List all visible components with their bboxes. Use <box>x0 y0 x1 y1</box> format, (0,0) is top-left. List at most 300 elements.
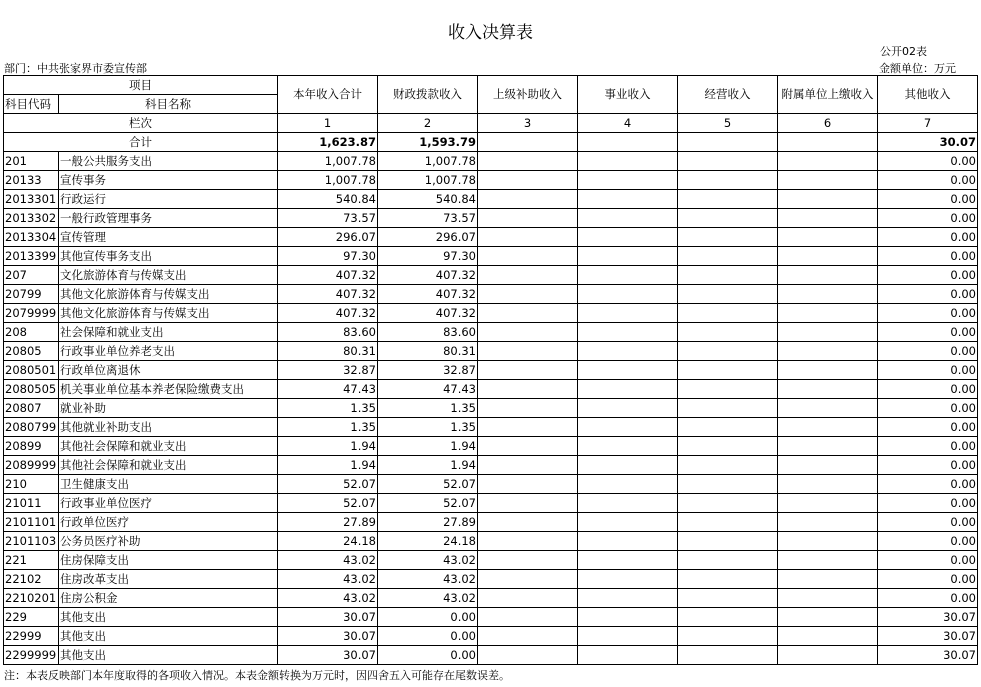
row-code: 20805 <box>4 342 59 361</box>
header-col2: 财政拨款收入 <box>378 76 478 114</box>
row-v7: 30.07 <box>878 646 978 665</box>
row-v1: 1.35 <box>278 418 378 437</box>
row-name: 其他支出 <box>59 608 278 627</box>
row-v5 <box>678 342 778 361</box>
row-code: 2210201 <box>4 589 59 608</box>
row-v2: 47.43 <box>378 380 478 399</box>
row-name: 宣传事务 <box>59 171 278 190</box>
col-number: 5 <box>678 114 778 133</box>
row-v6 <box>778 608 878 627</box>
table-row <box>4 190 978 209</box>
total-v5 <box>678 133 778 152</box>
row-v2: 43.02 <box>378 551 478 570</box>
row-v4 <box>578 456 678 475</box>
row-v2: 73.57 <box>378 209 478 228</box>
row-v4 <box>578 475 678 494</box>
row-v1: 43.02 <box>278 551 378 570</box>
row-v3 <box>478 399 578 418</box>
row-v7: 0.00 <box>878 323 978 342</box>
total-v3 <box>478 133 578 152</box>
row-v5 <box>678 323 778 342</box>
row-v6 <box>778 532 878 551</box>
row-v3 <box>478 228 578 247</box>
row-v7: 0.00 <box>878 380 978 399</box>
row-code: 20807 <box>4 399 59 418</box>
row-v5 <box>678 418 778 437</box>
row-v6 <box>778 475 878 494</box>
row-code: 22999 <box>4 627 59 646</box>
row-v4 <box>578 266 678 285</box>
total-v2: 1,593.79 <box>378 133 478 152</box>
row-v5 <box>678 266 778 285</box>
row-v4 <box>578 551 678 570</box>
table-row <box>4 494 978 513</box>
row-code: 201 <box>4 152 59 171</box>
row-v5 <box>678 608 778 627</box>
row-v4 <box>578 399 678 418</box>
row-v5 <box>678 551 778 570</box>
row-name: 社会保障和就业支出 <box>59 323 278 342</box>
row-v4 <box>578 494 678 513</box>
row-v6 <box>778 418 878 437</box>
row-v3 <box>478 570 578 589</box>
row-code: 2080501 <box>4 361 59 380</box>
row-v7: 0.00 <box>878 456 978 475</box>
row-v5 <box>678 475 778 494</box>
total-v7: 30.07 <box>878 133 978 152</box>
row-name: 文化旅游体育与传媒支出 <box>59 266 278 285</box>
row-v5 <box>678 437 778 456</box>
table-row <box>4 475 978 494</box>
table-row <box>4 361 978 380</box>
table-row <box>4 266 978 285</box>
row-v1: 30.07 <box>278 627 378 646</box>
amount-unit: 金额单位：万元 <box>879 62 956 75</box>
row-v2: 407.32 <box>378 266 478 285</box>
row-v3 <box>478 418 578 437</box>
row-v6 <box>778 266 878 285</box>
row-name: 住房保障支出 <box>59 551 278 570</box>
row-v4 <box>578 589 678 608</box>
row-v3 <box>478 494 578 513</box>
row-v1: 30.07 <box>278 608 378 627</box>
row-name: 行政事业单位医疗 <box>59 494 278 513</box>
row-name: 其他支出 <box>59 627 278 646</box>
row-name: 行政运行 <box>59 190 278 209</box>
total-v6 <box>778 133 878 152</box>
form-number: 公开02表 <box>880 45 927 58</box>
row-v5 <box>678 190 778 209</box>
row-v4 <box>578 437 678 456</box>
row-v6 <box>778 551 878 570</box>
row-v4 <box>578 247 678 266</box>
row-code: 20799 <box>4 285 59 304</box>
table-row <box>4 342 978 361</box>
row-name: 一般行政管理事务 <box>59 209 278 228</box>
row-v6 <box>778 494 878 513</box>
row-v7: 0.00 <box>878 209 978 228</box>
row-v7: 0.00 <box>878 228 978 247</box>
row-v7: 0.00 <box>878 418 978 437</box>
row-v5 <box>678 399 778 418</box>
row-v5 <box>678 304 778 323</box>
row-v3 <box>478 190 578 209</box>
row-v5 <box>678 627 778 646</box>
row-v6 <box>778 323 878 342</box>
row-v1: 83.60 <box>278 323 378 342</box>
table-row <box>4 608 978 627</box>
row-v1: 24.18 <box>278 532 378 551</box>
row-name: 行政事业单位养老支出 <box>59 342 278 361</box>
row-v1: 27.89 <box>278 513 378 532</box>
row-v1: 43.02 <box>278 589 378 608</box>
row-v1: 1.35 <box>278 399 378 418</box>
department-label: 部门：中共张家界市委宣传部 <box>4 62 147 75</box>
table-row <box>4 399 978 418</box>
row-v2: 1.35 <box>378 399 478 418</box>
row-v7: 0.00 <box>878 247 978 266</box>
row-name: 其他社会保障和就业支出 <box>59 456 278 475</box>
table-row <box>4 247 978 266</box>
row-v5 <box>678 209 778 228</box>
row-v3 <box>478 513 578 532</box>
row-v5 <box>678 361 778 380</box>
row-v3 <box>478 266 578 285</box>
total-label: 合计 <box>4 133 278 152</box>
row-v1: 97.30 <box>278 247 378 266</box>
row-v4 <box>578 627 678 646</box>
row-v1: 1,007.78 <box>278 152 378 171</box>
row-v1: 73.57 <box>278 209 378 228</box>
row-name: 公务员医疗补助 <box>59 532 278 551</box>
row-v3 <box>478 152 578 171</box>
row-v4 <box>578 323 678 342</box>
row-name: 其他文化旅游体育与传媒支出 <box>59 285 278 304</box>
table-row <box>4 152 978 171</box>
row-v5 <box>678 228 778 247</box>
row-v1: 52.07 <box>278 475 378 494</box>
row-v1: 407.32 <box>278 266 378 285</box>
row-v2: 1,007.78 <box>378 171 478 190</box>
row-name: 住房公积金 <box>59 589 278 608</box>
row-code: 2101101 <box>4 513 59 532</box>
row-v4 <box>578 380 678 399</box>
table-row <box>4 456 978 475</box>
row-v4 <box>578 513 678 532</box>
row-v7: 0.00 <box>878 171 978 190</box>
row-v3 <box>478 646 578 665</box>
row-v4 <box>578 342 678 361</box>
header-item: 项目 <box>4 76 278 95</box>
row-v6 <box>778 646 878 665</box>
row-v7: 0.00 <box>878 570 978 589</box>
row-v2: 27.89 <box>378 513 478 532</box>
table-row <box>4 209 978 228</box>
row-v2: 32.87 <box>378 361 478 380</box>
row-v6 <box>778 209 878 228</box>
table-row <box>4 418 978 437</box>
row-v7: 0.00 <box>878 342 978 361</box>
row-v2: 80.31 <box>378 342 478 361</box>
row-v2: 52.07 <box>378 475 478 494</box>
row-v1: 1.94 <box>278 437 378 456</box>
row-v6 <box>778 589 878 608</box>
row-v7: 0.00 <box>878 266 978 285</box>
row-v6 <box>778 171 878 190</box>
row-v1: 30.07 <box>278 646 378 665</box>
row-name: 就业补助 <box>59 399 278 418</box>
row-name: 一般公共服务支出 <box>59 152 278 171</box>
row-v7: 0.00 <box>878 285 978 304</box>
row-v4 <box>578 361 678 380</box>
row-v7: 0.00 <box>878 513 978 532</box>
row-v2: 296.07 <box>378 228 478 247</box>
row-v2: 1.35 <box>378 418 478 437</box>
row-v4 <box>578 418 678 437</box>
row-v5 <box>678 532 778 551</box>
row-v5 <box>678 152 778 171</box>
row-v1: 540.84 <box>278 190 378 209</box>
row-v5 <box>678 456 778 475</box>
row-v4 <box>578 152 678 171</box>
row-code: 2299999 <box>4 646 59 665</box>
row-v2: 52.07 <box>378 494 478 513</box>
table-row <box>4 646 978 665</box>
row-code: 2013399 <box>4 247 59 266</box>
col-number: 4 <box>578 114 678 133</box>
table-row <box>4 437 978 456</box>
row-v2: 83.60 <box>378 323 478 342</box>
row-v3 <box>478 380 578 399</box>
row-name: 卫生健康支出 <box>59 475 278 494</box>
row-v2: 24.18 <box>378 532 478 551</box>
col-number: 2 <box>378 114 478 133</box>
row-v2: 1,007.78 <box>378 152 478 171</box>
table-row <box>4 570 978 589</box>
row-v4 <box>578 285 678 304</box>
col-number: 6 <box>778 114 878 133</box>
row-v4 <box>578 171 678 190</box>
row-v7: 0.00 <box>878 152 978 171</box>
row-v2: 0.00 <box>378 608 478 627</box>
header-col1: 本年收入合计 <box>278 76 378 114</box>
row-v7: 0.00 <box>878 190 978 209</box>
row-v5 <box>678 513 778 532</box>
row-v5 <box>678 380 778 399</box>
col-number: 7 <box>878 114 978 133</box>
row-code: 2013302 <box>4 209 59 228</box>
row-v6 <box>778 247 878 266</box>
row-v4 <box>578 608 678 627</box>
table-row <box>4 171 978 190</box>
table-row <box>4 551 978 570</box>
row-name: 其他文化旅游体育与传媒支出 <box>59 304 278 323</box>
row-v1: 43.02 <box>278 570 378 589</box>
row-code: 2079999 <box>4 304 59 323</box>
row-v3 <box>478 456 578 475</box>
header-lanci: 栏次 <box>4 114 278 133</box>
row-v6 <box>778 228 878 247</box>
row-v1: 47.43 <box>278 380 378 399</box>
row-v3 <box>478 437 578 456</box>
total-row <box>4 133 978 152</box>
row-v3 <box>478 323 578 342</box>
footnote: 注：本表反映部门本年度取得的各项收入情况。本表金额转换为万元时，因四舍五入可能存在尾数误差。 <box>4 669 510 682</box>
row-v2: 407.32 <box>378 304 478 323</box>
row-code: 2101103 <box>4 532 59 551</box>
table-row <box>4 627 978 646</box>
row-v6 <box>778 152 878 171</box>
row-code: 22102 <box>4 570 59 589</box>
header-col6: 附属单位上缴收入 <box>778 76 878 114</box>
header-col5: 经营收入 <box>678 76 778 114</box>
header-col7: 其他收入 <box>878 76 978 114</box>
row-v5 <box>678 646 778 665</box>
row-name: 其他支出 <box>59 646 278 665</box>
header-code: 科目代码 <box>4 95 59 114</box>
row-v7: 0.00 <box>878 532 978 551</box>
row-code: 20899 <box>4 437 59 456</box>
row-v1: 80.31 <box>278 342 378 361</box>
row-v4 <box>578 228 678 247</box>
row-v6 <box>778 380 878 399</box>
row-code: 21011 <box>4 494 59 513</box>
row-v4 <box>578 532 678 551</box>
row-v1: 32.87 <box>278 361 378 380</box>
row-v7: 30.07 <box>878 608 978 627</box>
total-v1: 1,623.87 <box>278 133 378 152</box>
income-table <box>3 75 978 665</box>
total-v4 <box>578 133 678 152</box>
row-v2: 1.94 <box>378 456 478 475</box>
row-v3 <box>478 589 578 608</box>
row-v2: 1.94 <box>378 437 478 456</box>
row-v3 <box>478 608 578 627</box>
row-v5 <box>678 570 778 589</box>
col-number: 1 <box>278 114 378 133</box>
row-v7: 0.00 <box>878 494 978 513</box>
row-code: 229 <box>4 608 59 627</box>
row-v2: 407.32 <box>378 285 478 304</box>
row-code: 208 <box>4 323 59 342</box>
row-v7: 30.07 <box>878 627 978 646</box>
row-v4 <box>578 570 678 589</box>
row-code: 2080799 <box>4 418 59 437</box>
row-v4 <box>578 190 678 209</box>
row-name: 住房改革支出 <box>59 570 278 589</box>
row-code: 221 <box>4 551 59 570</box>
row-name: 行政单位医疗 <box>59 513 278 532</box>
row-v1: 296.07 <box>278 228 378 247</box>
row-v3 <box>478 361 578 380</box>
row-v7: 0.00 <box>878 437 978 456</box>
row-v3 <box>478 627 578 646</box>
row-v1: 1,007.78 <box>278 171 378 190</box>
row-v3 <box>478 551 578 570</box>
row-v7: 0.00 <box>878 589 978 608</box>
row-v6 <box>778 190 878 209</box>
row-v2: 0.00 <box>378 627 478 646</box>
col-number: 3 <box>478 114 578 133</box>
row-v5 <box>678 285 778 304</box>
row-name: 其他就业补助支出 <box>59 418 278 437</box>
row-v3 <box>478 342 578 361</box>
row-v6 <box>778 437 878 456</box>
row-v6 <box>778 456 878 475</box>
table-row <box>4 380 978 399</box>
row-v4 <box>578 304 678 323</box>
row-v1: 52.07 <box>278 494 378 513</box>
row-v3 <box>478 171 578 190</box>
row-v3 <box>478 304 578 323</box>
row-v3 <box>478 247 578 266</box>
row-v3 <box>478 285 578 304</box>
row-v1: 1.94 <box>278 456 378 475</box>
row-name: 其他宣传事务支出 <box>59 247 278 266</box>
row-v6 <box>778 285 878 304</box>
row-v3 <box>478 209 578 228</box>
row-v7: 0.00 <box>878 551 978 570</box>
row-v7: 0.00 <box>878 361 978 380</box>
row-v4 <box>578 209 678 228</box>
table-row <box>4 513 978 532</box>
table-row <box>4 285 978 304</box>
row-code: 210 <box>4 475 59 494</box>
row-code: 2013304 <box>4 228 59 247</box>
row-name: 宣传管理 <box>59 228 278 247</box>
table-row <box>4 532 978 551</box>
row-v1: 407.32 <box>278 285 378 304</box>
row-v7: 0.00 <box>878 475 978 494</box>
row-code: 2080505 <box>4 380 59 399</box>
row-v1: 407.32 <box>278 304 378 323</box>
row-code: 2013301 <box>4 190 59 209</box>
row-v5 <box>678 589 778 608</box>
row-v2: 97.30 <box>378 247 478 266</box>
row-v6 <box>778 627 878 646</box>
header-col4: 事业收入 <box>578 76 678 114</box>
row-v6 <box>778 399 878 418</box>
row-v2: 43.02 <box>378 589 478 608</box>
row-code: 207 <box>4 266 59 285</box>
table-row <box>4 323 978 342</box>
row-v6 <box>778 570 878 589</box>
table-row <box>4 228 978 247</box>
row-v5 <box>678 494 778 513</box>
row-v7: 0.00 <box>878 399 978 418</box>
header-name: 科目名称 <box>59 95 278 114</box>
row-v6 <box>778 513 878 532</box>
row-v2: 43.02 <box>378 570 478 589</box>
row-v5 <box>678 247 778 266</box>
row-v2: 540.84 <box>378 190 478 209</box>
row-v6 <box>778 342 878 361</box>
row-code: 20133 <box>4 171 59 190</box>
row-v6 <box>778 361 878 380</box>
row-v5 <box>678 171 778 190</box>
row-v6 <box>778 304 878 323</box>
page-title: 收入决算表 <box>448 23 533 43</box>
row-v2: 0.00 <box>378 646 478 665</box>
row-v3 <box>478 532 578 551</box>
table-row <box>4 589 978 608</box>
row-v4 <box>578 646 678 665</box>
row-v3 <box>478 475 578 494</box>
table-row <box>4 304 978 323</box>
row-name: 其他社会保障和就业支出 <box>59 437 278 456</box>
row-name: 机关事业单位基本养老保险缴费支出 <box>59 380 278 399</box>
row-name: 行政单位离退休 <box>59 361 278 380</box>
